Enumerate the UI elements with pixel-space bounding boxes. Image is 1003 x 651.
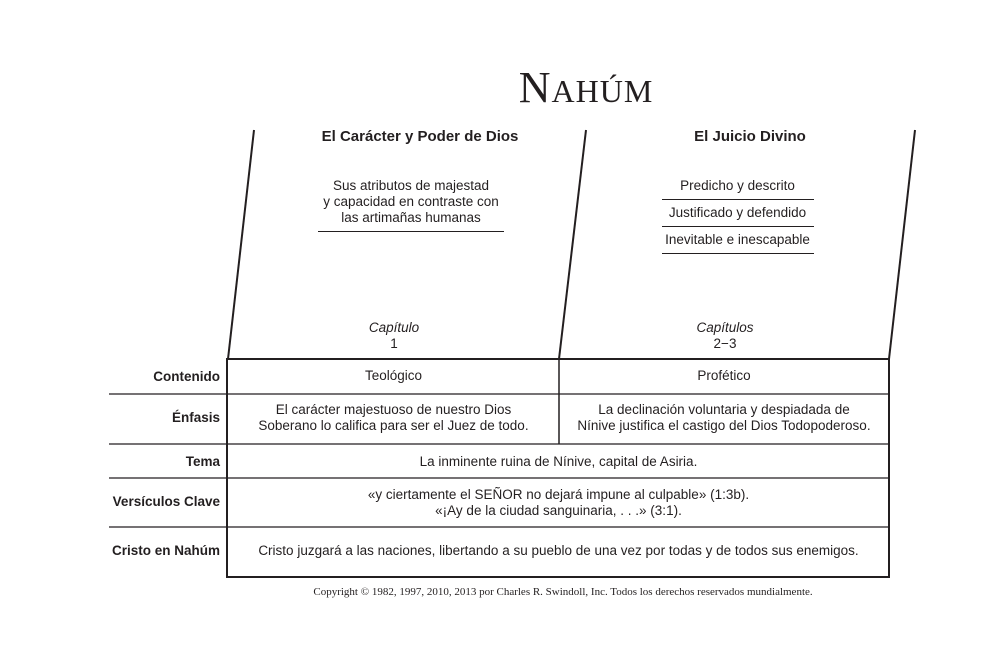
section-2-item-1-underline [662, 199, 814, 200]
row-label-versiculos: Versículos Clave [112, 494, 220, 509]
cell-enfasis-left: El carácter majestuoso de nuestro Dios Soberano lo califica para ser el Juez de todo. [258, 402, 529, 433]
cell-versiculos: «y ciertamente el SEÑOR no dejará impune al culpable» (1:3b). «¡Ay de la ciudad sanguinaria, . . .» (3:1). [367, 487, 750, 518]
right-slanted-line [889, 130, 915, 359]
row-label-contenido: Contenido [153, 369, 220, 384]
section-1-chapter: Capítulo 1 [368, 320, 420, 351]
row-label-tema: Tema [185, 454, 220, 469]
section-2-item-3-underline [662, 253, 814, 254]
section-2-item-2-underline [662, 226, 814, 227]
section-1-description: Sus atributos de majestad y capacidad en contraste con las artimañas humanas [323, 178, 499, 225]
section-2-chapter: Capítulos 2−3 [696, 320, 754, 351]
copyright-note: Copyright © 1982, 1997, 2010, 2013 por Charles R. Swindoll, Inc. Todos los derechos reservados mundialmente. [313, 586, 813, 598]
cell-contenido-right: Profético [697, 368, 751, 383]
middle-slanted-line [559, 130, 586, 359]
chart-title: NAHÚM [518, 63, 654, 112]
cell-contenido-left: Teológico [364, 368, 423, 383]
section-2-item-1: Predicho y descrito [680, 178, 795, 193]
section-2-item-2: Justificado y defendido [668, 205, 807, 220]
section-1-underline [318, 231, 504, 232]
cell-cristo: Cristo juzgará a las naciones, libertando a su pueblo de una vez por todas y de todos sus enemigos. [258, 543, 859, 558]
cell-enfasis-right: La declinación voluntaria y despiadada de Nínive justifica el castigo del Dios Todopoderoso. [577, 402, 871, 433]
section-2-heading: El Juicio Divino [694, 128, 806, 145]
row-label-enfasis: Énfasis [171, 410, 220, 425]
section-1-heading: El Carácter y Poder de Dios [321, 128, 519, 145]
cell-tema: La inminente ruina de Nínive, capital de Asiria. [419, 454, 698, 469]
section-2-item-3: Inevitable e inescapable [665, 232, 810, 247]
left-slanted-line [228, 130, 254, 359]
row-label-cristo: Cristo en Nahúm [111, 543, 220, 558]
